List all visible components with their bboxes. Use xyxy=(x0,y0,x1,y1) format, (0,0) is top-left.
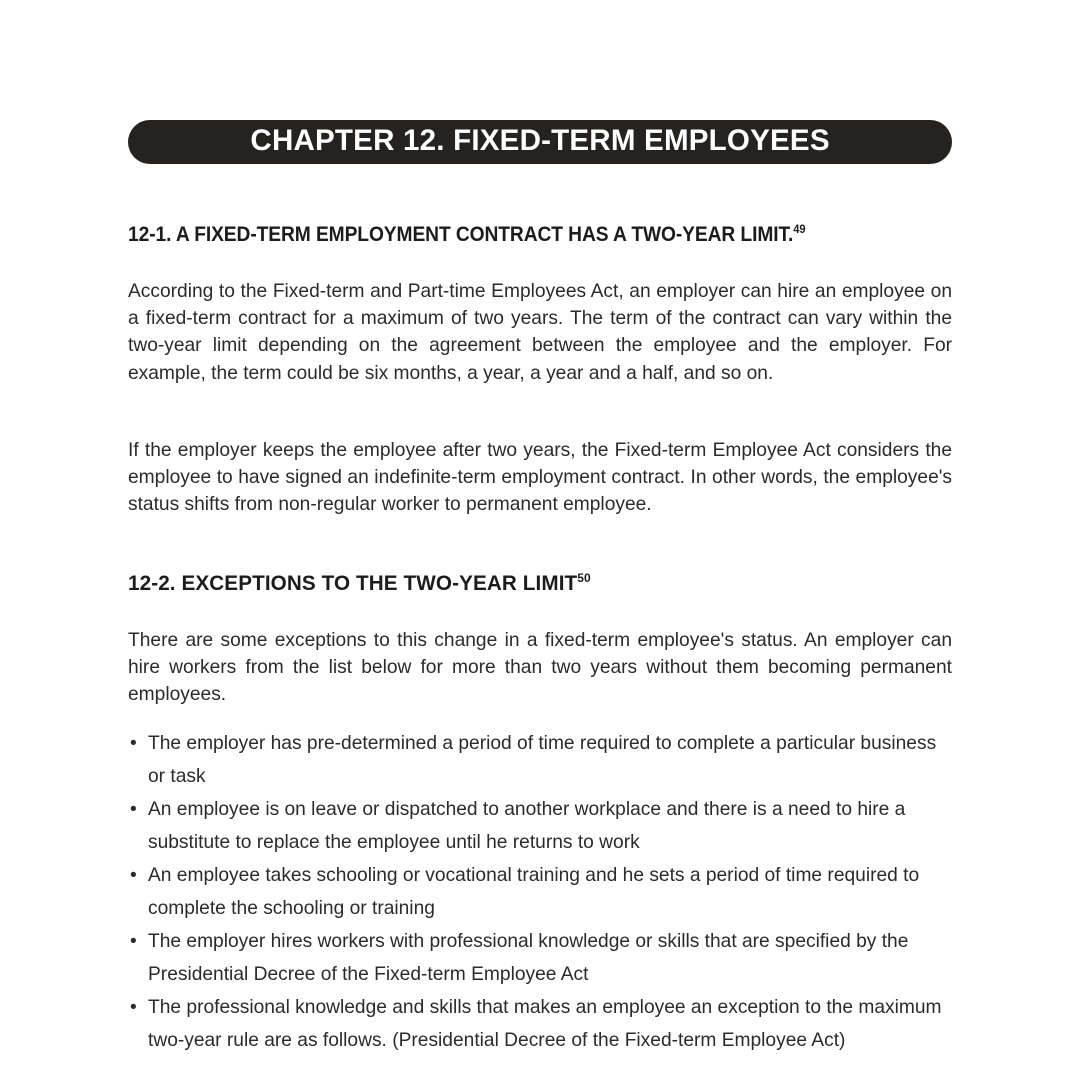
bullet-marker-icon: • xyxy=(130,799,137,820)
bullet-marker-icon: • xyxy=(130,865,137,886)
list-item xyxy=(128,727,958,793)
bullet-marker-icon: • xyxy=(130,997,137,1018)
section-heading-12-1-text: 12-1. A FIXED-TERM EMPLOYMENT CONTRACT HAS A TWO-YEAR LIMIT. xyxy=(128,223,794,246)
list-item xyxy=(128,859,958,925)
section-heading-12-2-text: 12-2. EXCEPTIONS TO THE TWO-YEAR LIMIT xyxy=(128,572,578,595)
paragraph-2: If the employer keeps the employee after two years, the Fixed-term Employee Act considers the employee to have signed an indefinite-term employment contract. In other words, the employee's status shifts from non-regular worker to permanent employee. xyxy=(128,440,952,516)
bullet-marker-icon: • xyxy=(130,931,137,952)
list-item xyxy=(128,991,958,1057)
list-item xyxy=(128,793,958,859)
footnote-marker-50: 50 xyxy=(577,571,591,585)
section-heading-12-2 xyxy=(128,573,591,594)
list-item xyxy=(128,925,958,991)
paragraph-3: There are some exceptions to this change in a fixed-term employee's status. An employer can hire workers from the list below for more than two years without them becoming permanent employees. xyxy=(128,630,952,706)
footnote-marker-49: 49 xyxy=(793,222,806,236)
chapter-header-bar xyxy=(128,120,952,164)
list-item-text: An employee takes schooling or vocational training and he sets a period of time required to complete the schooling or training xyxy=(148,865,920,919)
chapter-title: CHAPTER 12. FIXED-TERM EMPLOYEES xyxy=(250,124,830,157)
section-heading-12-1 xyxy=(128,224,805,245)
list-item-text: The employer has pre-determined a period of time required to complete a particular business or task xyxy=(148,733,937,787)
bullet-marker-icon: • xyxy=(130,733,137,754)
paragraph-1: According to the Fixed-term and Part-time Employees Act, an employer can hire an employee on a fixed-term contract for a maximum of two years. The term of the contract can vary within the two-year limit depending on the agreement between the employee and the employer. For example, the term could be six months, a year, a year and a half, and so on. xyxy=(128,281,952,384)
list-item-text: The professional knowledge and skills that makes an employee an exception to the maximum two-year rule are as follows. (Presidential Decree of the Fixed-term Employee Act) xyxy=(148,997,942,1051)
exceptions-bullet-list xyxy=(128,727,958,1057)
list-item-text: An employee is on leave or dispatched to another workplace and there is a need to hire a substitute to replace the employee until he returns to work xyxy=(148,799,906,853)
list-item-text: The employer hires workers with professional knowledge or skills that are specified by the Presidential Decree of the Fixed-term Employee Act xyxy=(148,931,909,985)
